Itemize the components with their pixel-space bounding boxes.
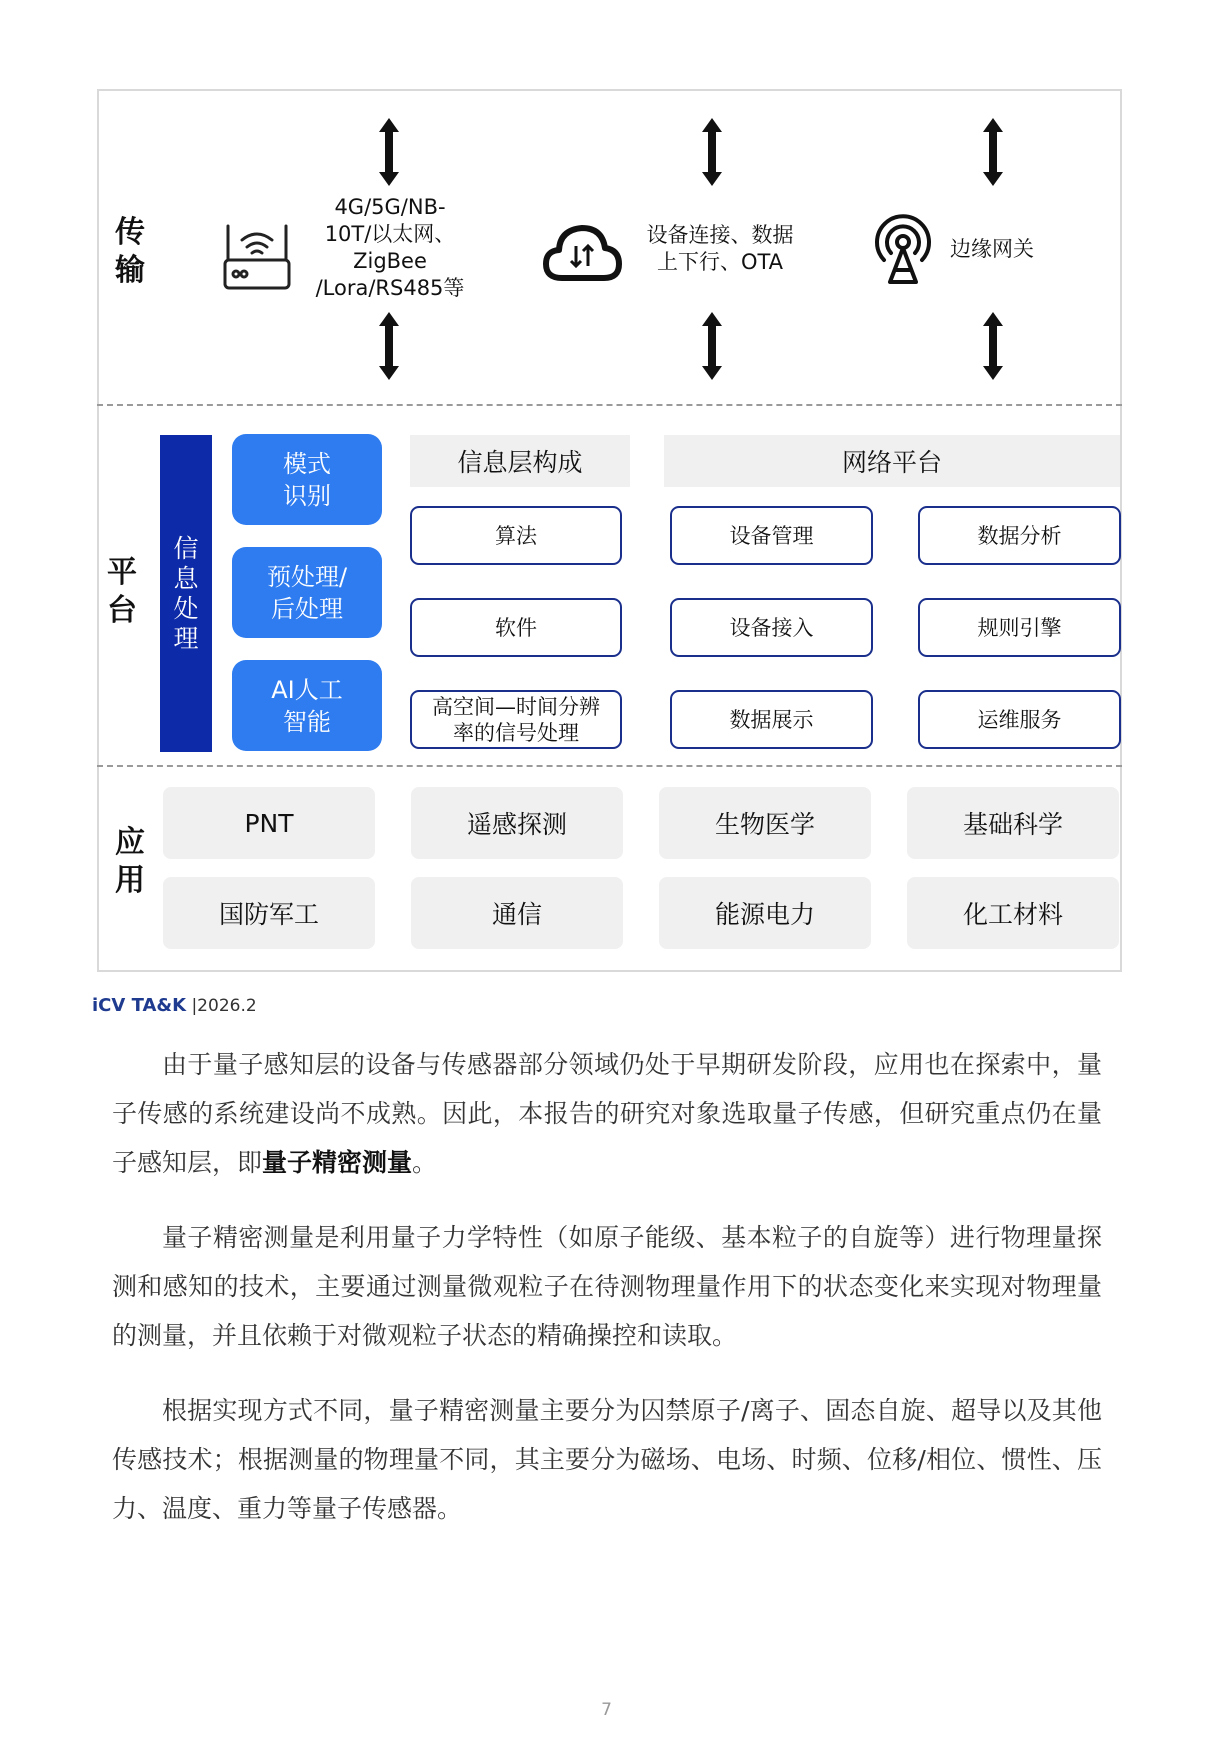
pre-post-processing-box: 预处理/ 后处理 [232,547,382,638]
network-item-data-display: 数据展示 [670,690,873,749]
paragraph-1-text: 由于量子感知层的设备与传感器部分领域仍处于早期研发阶段，应用也在探索中，量子传感的系统建设尚不成熟。因此，本报告的研究对象选取量子传感，但研究重点仍在量子感知层，即 [112,1050,1102,1177]
info-layer-item-signal-processing: 高空间—时间分辨 率的信号处理 [410,690,622,749]
application-item: 国防军工 [163,877,375,949]
network-item-device-management: 设备管理 [670,506,873,565]
network-item-data-analysis: 数据分析 [918,506,1121,565]
info-layer-item-software: 软件 [410,598,622,657]
application-item: 基础科学 [907,787,1119,859]
info-processing-label: 信息处理 [173,533,199,653]
application-item: 化工材料 [907,877,1119,949]
cloud-description: 设备连接、数据 上下行、OTA [646,223,794,274]
page-number: 7 [601,1700,612,1720]
double-arrow-icon [374,116,404,188]
pattern-recognition-box: 模式 识别 [232,434,382,525]
double-arrow-icon [697,310,727,382]
double-arrow-icon [697,116,727,188]
application-item: PNT [163,787,375,859]
info-layer-item-algorithm: 算法 [410,506,622,565]
ai-box: AI人工 智能 [232,660,382,751]
application-item: 遥感探测 [411,787,623,859]
paragraph-1-end: 。 [412,1148,438,1177]
application-item: 生物医学 [659,787,871,859]
cloud-icon [542,218,622,284]
section-label-platform: 平台 [107,555,137,628]
section-label-application: 应用 [115,825,145,898]
info-layer-title: 信息层构成 [410,435,630,487]
paragraph-1 [112,1040,1102,1187]
double-arrow-icon [978,310,1008,382]
paragraph-3: 根据实现方式不同，量子精密测量主要分为囚禁原子/离子、固态自旋、超导以及其他传感技术；根据测量的物理量不同，其主要分为磁场、电场、时频、位移/相位、惯性、压力、温度、重力等量子传感器。 [112,1396,1102,1523]
paragraph-1-bold: 量子精密测量 [262,1148,413,1177]
brand-logo: iCV TA&K [92,995,187,1016]
antenna-icon [870,212,936,286]
network-platform-title: 网络平台 [664,435,1120,487]
info-processing-bar [160,435,212,752]
gateway-description: 边缘网关 [950,237,1034,261]
application-item: 能源电力 [659,877,871,949]
router-description: 4G/5G/NB- 10T/以太网、 ZigBee /Lora/RS485等 [315,195,465,300]
network-item-device-access: 设备接入 [670,598,873,657]
figure-caption [92,995,257,1016]
divider-platform-application [97,765,1122,767]
double-arrow-icon [374,310,404,382]
section-label-transport: 传输 [115,215,145,288]
application-item: 通信 [411,877,623,949]
divider-transport-platform [97,404,1122,406]
network-item-rule-engine: 规则引擎 [918,598,1121,657]
caption-date: |2026.2 [191,996,257,1016]
paragraph-2: 量子精密测量是利用量子力学特性（如原子能级、基本粒子的自旋等）进行物理量探测和感知的技术，主要通过测量微观粒子在待测物理量作用下的状态变化来实现对物理量的测量，并且依赖于对微观粒子状态的精确操控和读取。 [112,1223,1102,1350]
router-icon [222,218,292,292]
network-item-ops-service: 运维服务 [918,690,1121,749]
double-arrow-icon [978,116,1008,188]
